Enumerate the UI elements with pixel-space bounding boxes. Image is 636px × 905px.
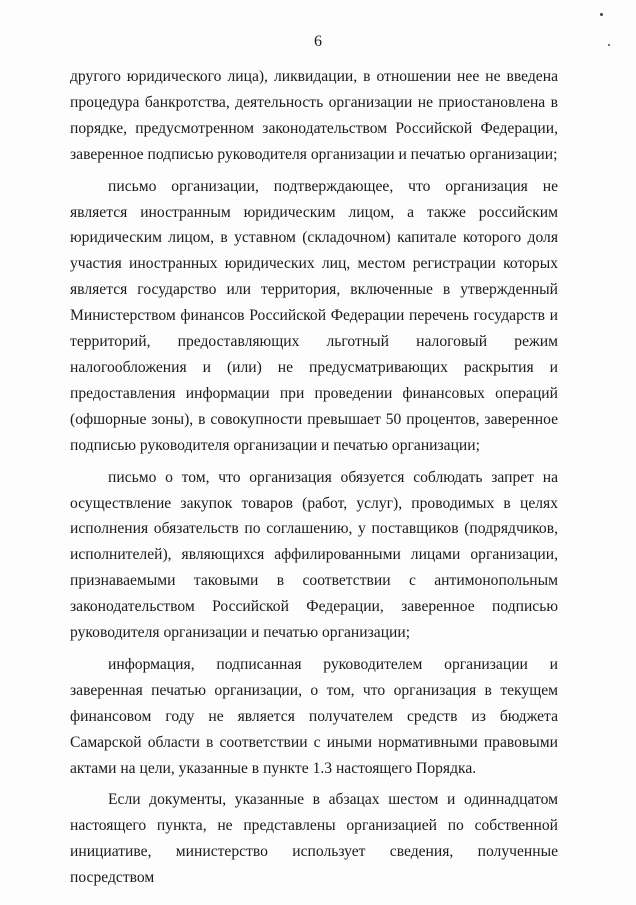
paragraph-continuation: другого юридического лица), ликвидации, в отношении нее не введена процедура банкротства, деятельность организации не приостановлена в порядке, предусмотренном законодательством Российской Федерации, заверенное подписью руководителя организации и печатью организации; <box>70 68 558 163</box>
paragraph-documents-not-submitted: Если документы, указанные в абзацах шестом и одиннадцатом настоящего пункта, не представлены организацией по собственной инициативе, министерство использует сведения, полученные посредством <box>70 791 558 887</box>
page-number: 6 <box>314 33 322 50</box>
scan-speck <box>600 13 603 16</box>
paragraph-budget-funds-info: информация, подписанная руководителем организации и заверенная печатью организации, о том, что организация в текущем финансовом году не является получателем средств из бюджета Самарской области в соответствии с иными нормативными правовыми актами на цели, указанные в пункте 1.3 настоящего Порядка. <box>70 655 558 777</box>
paragraph-foreign-entity-letter: письмо организации, подтверждающее, что организация не является иностранным юридическим лицом, а также российским юридическим лицом, в уставном (складочном) капитале которого доля участия иностранных юридических лиц, местом регистрации которых является государство или территория, включенные в утвержденный Министерством финансов Российской Федерации перечень государств и территорий, предоставляющих льготный налоговый режим налогообложения и (или) не предусматривающих раскрытия и предоставления информации при проведении финансовых операций (офшорные зоны), в совокупности превышает 50 процентов, заверенное подписью руководителя организации и печатью организации; <box>70 177 558 454</box>
paragraph-procurement-ban-letter: письмо о том, что организация обязуется соблюдать запрет на осуществление закупок товаров (работ, услуг), проводимых в целях исполнения обязательств по соглашению, у поставщиков (подрядчиков, исполнителей), являющихся аффилированными лицами организации, признаваемыми таковыми в соответствии с антимонопольным законодательством Российской Федерации, заверенное подписью руководителя организации и печатью организации; <box>70 468 558 642</box>
document-body <box>70 64 558 891</box>
scan-speck <box>608 44 610 46</box>
